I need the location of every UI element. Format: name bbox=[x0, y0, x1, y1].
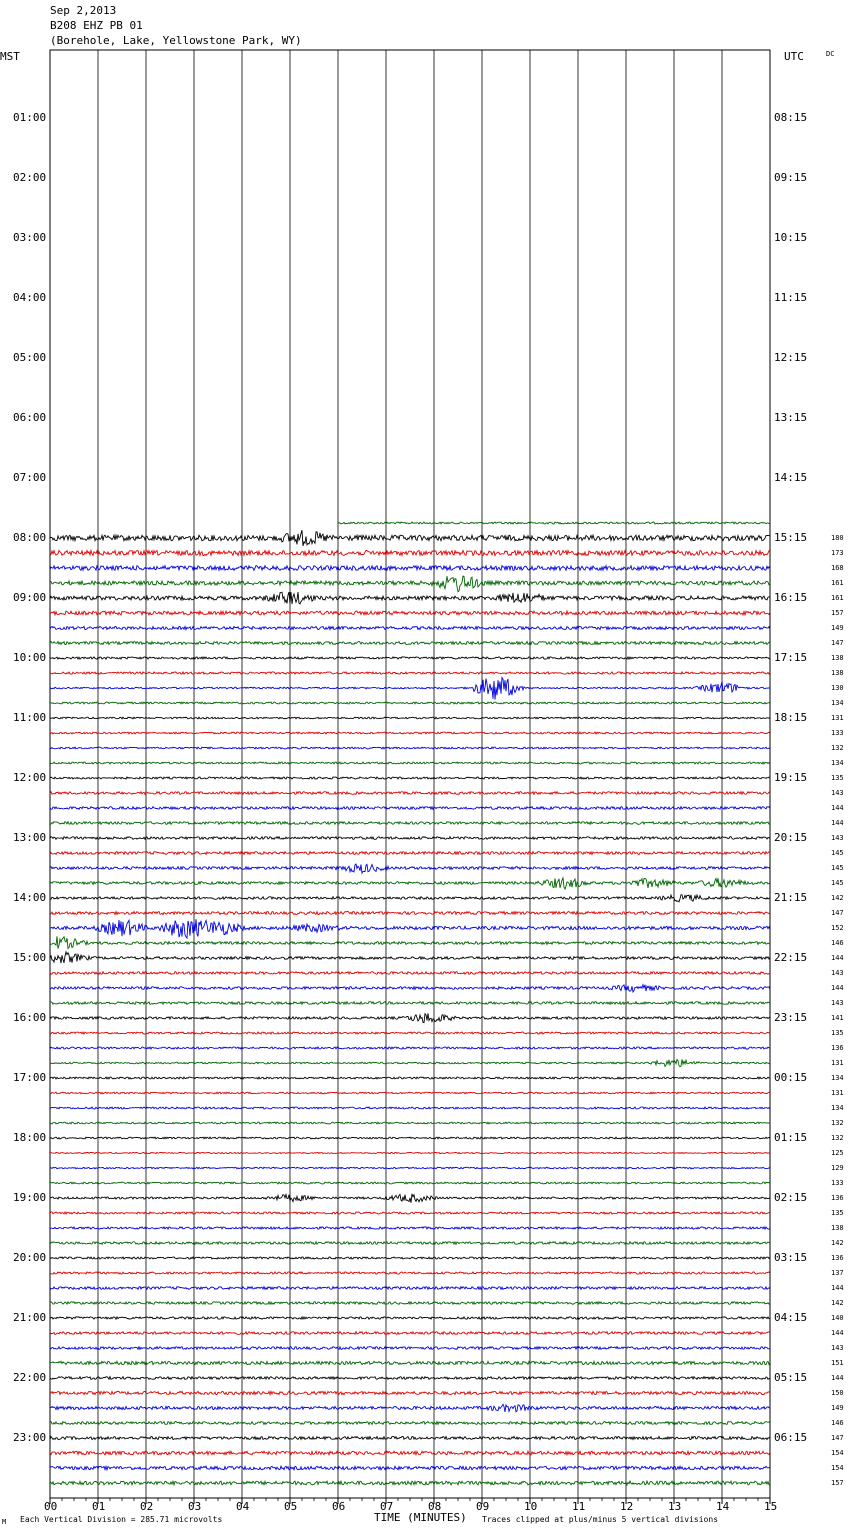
x-tick-label: 15 bbox=[764, 1500, 778, 1513]
left-hour-label: 03:00 bbox=[13, 231, 47, 244]
trace-row bbox=[50, 1272, 770, 1274]
left-hour-label: 07:00 bbox=[13, 471, 47, 484]
trace-value-label: 146 bbox=[831, 939, 844, 947]
x-tick-label: 01 bbox=[92, 1500, 106, 1513]
x-tick-label: 13 bbox=[668, 1500, 682, 1513]
trace-value-label: 147 bbox=[831, 909, 844, 917]
trace-row bbox=[50, 530, 770, 546]
trace-value-label: 131 bbox=[831, 1089, 844, 1097]
trace-value-label: 157 bbox=[831, 1479, 844, 1487]
left-hour-label: 19:00 bbox=[13, 1191, 47, 1204]
trace-row bbox=[50, 1227, 770, 1229]
right-hour-label: 15:15 bbox=[774, 531, 808, 544]
trace-row bbox=[50, 1107, 770, 1109]
trace-row bbox=[50, 747, 770, 749]
trace-value-label: 161 bbox=[831, 594, 844, 602]
trace-value-label: 154 bbox=[831, 1449, 844, 1457]
trace-value-label: 147 bbox=[831, 639, 844, 647]
trace-row bbox=[50, 732, 770, 734]
trace-value-label: 142 bbox=[831, 894, 844, 902]
trace-row bbox=[50, 678, 770, 700]
x-tick-label: 08 bbox=[428, 1500, 442, 1513]
trace-row bbox=[338, 522, 770, 524]
trace-value-label: 142 bbox=[831, 1299, 844, 1307]
trace-row bbox=[50, 1361, 770, 1364]
right-hour-label: 11:15 bbox=[774, 291, 808, 304]
trace-row bbox=[50, 1404, 770, 1412]
trace-row bbox=[50, 822, 770, 825]
trace-row bbox=[50, 1481, 770, 1485]
trace-row bbox=[50, 1047, 770, 1049]
trace-value-label: 132 bbox=[831, 744, 844, 752]
right-hour-label: 10:15 bbox=[774, 231, 808, 244]
right-hour-label: 14:15 bbox=[774, 471, 808, 484]
trace-value-label: 141 bbox=[831, 1014, 844, 1022]
trace-row bbox=[50, 626, 770, 629]
right-hour-label: 06:15 bbox=[774, 1431, 808, 1444]
left-hour-label: 15:00 bbox=[13, 951, 47, 964]
right-hour-label: 04:15 bbox=[774, 1311, 808, 1324]
right-hour-label: 03:15 bbox=[774, 1251, 808, 1264]
trace-row bbox=[50, 852, 770, 855]
trace-row bbox=[50, 952, 770, 963]
trace-row bbox=[50, 1242, 770, 1245]
left-hour-label: 06:00 bbox=[13, 411, 47, 424]
trace-row bbox=[50, 1451, 770, 1455]
trace-row bbox=[50, 1317, 770, 1319]
trace-row bbox=[50, 1257, 770, 1259]
trace-row bbox=[50, 985, 770, 992]
scale-note: Each Vertical Division = 285.71 microvolts bbox=[20, 1515, 223, 1524]
left-hour-label: 05:00 bbox=[13, 351, 47, 364]
trace-value-label: 146 bbox=[831, 1419, 844, 1427]
trace-value-label: 137 bbox=[831, 1269, 844, 1277]
trace-value-label: 145 bbox=[831, 879, 844, 887]
trace-row bbox=[50, 1287, 770, 1290]
trace-value-label: 134 bbox=[831, 1104, 844, 1112]
trace-row bbox=[50, 1391, 770, 1394]
trace-value-label: 138 bbox=[831, 654, 844, 662]
location-label: (Borehole, Lake, Yellowstone Park, WY) bbox=[50, 34, 302, 47]
x-tick-label: 11 bbox=[572, 1500, 586, 1513]
trace-value-label: 154 bbox=[831, 1464, 844, 1472]
trace-value-label: 132 bbox=[831, 1119, 844, 1127]
right-hour-label: 18:15 bbox=[774, 711, 808, 724]
trace-value-label: 136 bbox=[831, 1044, 844, 1052]
trace-value-label: 132 bbox=[831, 1134, 844, 1142]
trace-value-label: 152 bbox=[831, 924, 844, 932]
trace-value-label: 150 bbox=[831, 1389, 844, 1397]
trace-value-label: 136 bbox=[831, 1254, 844, 1262]
trace-row bbox=[50, 1013, 770, 1022]
trace-row bbox=[50, 1002, 770, 1005]
trace-value-label: 144 bbox=[831, 804, 844, 812]
trace-value-label: 131 bbox=[831, 714, 844, 722]
trace-row bbox=[50, 717, 770, 719]
trace-value-label: 143 bbox=[831, 789, 844, 797]
trace-row bbox=[50, 1032, 770, 1034]
trace-row bbox=[50, 1422, 770, 1425]
right-hour-label: 21:15 bbox=[774, 891, 808, 904]
left-hour-label: 13:00 bbox=[13, 831, 47, 844]
right-hour-label: 00:15 bbox=[774, 1071, 808, 1084]
trace-row bbox=[50, 1182, 770, 1184]
trace-row bbox=[50, 702, 770, 704]
trace-row bbox=[50, 642, 770, 645]
left-hour-label: 20:00 bbox=[13, 1251, 47, 1264]
x-tick-label: 03 bbox=[188, 1500, 202, 1513]
trace-value-label: 130 bbox=[831, 684, 844, 692]
trace-value-label: 168 bbox=[831, 564, 844, 572]
date-label: Sep 2,2013 bbox=[50, 4, 117, 17]
x-tick-label: 10 bbox=[524, 1500, 538, 1513]
x-axis-title: TIME (MINUTES) bbox=[374, 1511, 467, 1524]
trace-row bbox=[50, 1137, 770, 1139]
trace-value-label: 157 bbox=[831, 609, 844, 617]
trace-value-label: 144 bbox=[831, 984, 844, 992]
trace-row bbox=[50, 1077, 770, 1079]
right-hour-label: 05:15 bbox=[774, 1371, 808, 1384]
left-hour-label: 02:00 bbox=[13, 171, 47, 184]
trace-value-label: 133 bbox=[831, 1179, 844, 1187]
right-hour-label: 20:15 bbox=[774, 831, 808, 844]
trace-value-label: 144 bbox=[831, 819, 844, 827]
right-hour-label: 16:15 bbox=[774, 591, 808, 604]
trace-row bbox=[50, 837, 770, 840]
right-hour-label: 23:15 bbox=[774, 1011, 808, 1024]
trace-row bbox=[50, 551, 770, 556]
right-hour-label: 12:15 bbox=[774, 351, 808, 364]
left-hour-label: 17:00 bbox=[13, 1071, 47, 1084]
trace-value-label: 144 bbox=[831, 954, 844, 962]
trace-row bbox=[50, 576, 770, 592]
trace-value-label: 125 bbox=[831, 1149, 844, 1157]
left-hour-label: 08:00 bbox=[13, 531, 47, 544]
trace-row bbox=[50, 1212, 770, 1214]
trace-value-label: 134 bbox=[831, 759, 844, 767]
trace-row bbox=[50, 777, 770, 779]
trace-row bbox=[50, 1152, 770, 1153]
trace-value-label: 135 bbox=[831, 774, 844, 782]
seismic-traces bbox=[50, 522, 770, 1485]
trace-value-label: 180 bbox=[831, 534, 844, 542]
trace-value-label: 144 bbox=[831, 1284, 844, 1292]
trace-row bbox=[50, 1302, 770, 1305]
clip-note: Traces clipped at plus/minus 5 vertical divisions bbox=[482, 1515, 719, 1524]
trace-value-label: 138 bbox=[831, 669, 844, 677]
trace-value-label: 134 bbox=[831, 699, 844, 707]
trace-row bbox=[50, 657, 770, 659]
left-hour-label: 22:00 bbox=[13, 1371, 47, 1384]
trace-value-label: 136 bbox=[831, 1194, 844, 1202]
trace-row bbox=[50, 895, 770, 902]
trace-row bbox=[50, 1466, 770, 1470]
trace-row bbox=[50, 672, 770, 674]
x-tick-label: 04 bbox=[236, 1500, 250, 1513]
left-hour-label: 14:00 bbox=[13, 891, 47, 904]
left-hour-label: 16:00 bbox=[13, 1011, 47, 1024]
trace-value-label: 140 bbox=[831, 1314, 844, 1322]
left-hour-label: 21:00 bbox=[13, 1311, 47, 1324]
station-label: B208 EHZ PB 01 bbox=[50, 19, 143, 32]
trace-row bbox=[50, 807, 770, 810]
left-hour-label: 12:00 bbox=[13, 771, 47, 784]
left-hour-label: 18:00 bbox=[13, 1131, 47, 1144]
trace-value-label: 147 bbox=[831, 1434, 844, 1442]
trace-value-label: 144 bbox=[831, 1374, 844, 1382]
right-hour-label: 01:15 bbox=[774, 1131, 808, 1144]
trace-row bbox=[50, 792, 770, 795]
left-timezone-label: MST bbox=[0, 50, 20, 63]
trace-value-label: 149 bbox=[831, 1404, 844, 1412]
trace-row bbox=[50, 1059, 770, 1066]
trace-row bbox=[50, 566, 770, 571]
grid-lines bbox=[50, 50, 770, 1498]
trace-value-label: 131 bbox=[831, 1059, 844, 1067]
x-tick-label: 14 bbox=[716, 1500, 730, 1513]
trace-row bbox=[50, 592, 770, 604]
trace-value-label: 144 bbox=[831, 1329, 844, 1337]
right-hour-label: 02:15 bbox=[774, 1191, 808, 1204]
footer-mark: M bbox=[2, 1518, 7, 1526]
x-tick-label: 06 bbox=[332, 1500, 346, 1513]
trace-value-label: 143 bbox=[831, 969, 844, 977]
left-hour-label: 11:00 bbox=[13, 711, 47, 724]
right-timezone-label: UTC bbox=[784, 50, 804, 63]
trace-value-label: 161 bbox=[831, 579, 844, 587]
left-hour-label: 01:00 bbox=[13, 111, 47, 124]
trace-value-label: 138 bbox=[831, 1224, 844, 1232]
trace-value-label: 143 bbox=[831, 999, 844, 1007]
plot-frame bbox=[50, 50, 770, 1498]
trace-value-label: 142 bbox=[831, 1239, 844, 1247]
left-hour-label: 23:00 bbox=[13, 1431, 47, 1444]
trace-row bbox=[50, 864, 770, 873]
left-hour-label: 10:00 bbox=[13, 651, 47, 664]
left-hour-label: 04:00 bbox=[13, 291, 47, 304]
trace-row bbox=[50, 919, 770, 938]
right-hour-label: 17:15 bbox=[774, 651, 808, 664]
trace-value-label: 145 bbox=[831, 849, 844, 857]
trace-value-label: 143 bbox=[831, 834, 844, 842]
trace-row bbox=[50, 1347, 770, 1350]
trace-row bbox=[50, 1122, 770, 1124]
x-tick-label: 00 bbox=[44, 1500, 58, 1513]
x-tick-label: 09 bbox=[476, 1500, 490, 1513]
x-tick-label: 07 bbox=[380, 1500, 394, 1513]
trace-row bbox=[50, 912, 770, 915]
trace-row bbox=[50, 1194, 770, 1203]
trace-row bbox=[50, 611, 770, 615]
dc-label: DC bbox=[826, 50, 835, 58]
trace-row bbox=[50, 1437, 770, 1440]
trace-value-label: 145 bbox=[831, 864, 844, 872]
left-hour-label: 09:00 bbox=[13, 591, 47, 604]
trace-row bbox=[50, 972, 770, 975]
trace-row bbox=[50, 1092, 770, 1094]
trace-value-label: 135 bbox=[831, 1209, 844, 1217]
x-tick-label: 05 bbox=[284, 1500, 298, 1513]
right-hour-label: 09:15 bbox=[774, 171, 808, 184]
trace-row bbox=[50, 878, 770, 889]
right-hour-label: 13:15 bbox=[774, 411, 808, 424]
trace-value-label: 129 bbox=[831, 1164, 844, 1172]
trace-value-label: 134 bbox=[831, 1074, 844, 1082]
trace-value-label: 151 bbox=[831, 1359, 844, 1367]
x-tick-label: 02 bbox=[140, 1500, 154, 1513]
x-axis-ticks bbox=[50, 1498, 770, 1504]
trace-value-label: 149 bbox=[831, 624, 844, 632]
right-hour-label: 22:15 bbox=[774, 951, 808, 964]
right-hour-label: 08:15 bbox=[774, 111, 808, 124]
trace-row bbox=[50, 1167, 770, 1169]
trace-row bbox=[50, 1377, 770, 1380]
trace-value-label: 133 bbox=[831, 729, 844, 737]
trace-value-label: 173 bbox=[831, 549, 844, 557]
trace-value-label: 135 bbox=[831, 1029, 844, 1037]
trace-value-label: 143 bbox=[831, 1344, 844, 1352]
trace-row bbox=[50, 762, 770, 764]
trace-row bbox=[50, 936, 770, 948]
x-tick-label: 12 bbox=[620, 1500, 634, 1513]
right-hour-label: 19:15 bbox=[774, 771, 808, 784]
trace-row bbox=[50, 1332, 770, 1335]
